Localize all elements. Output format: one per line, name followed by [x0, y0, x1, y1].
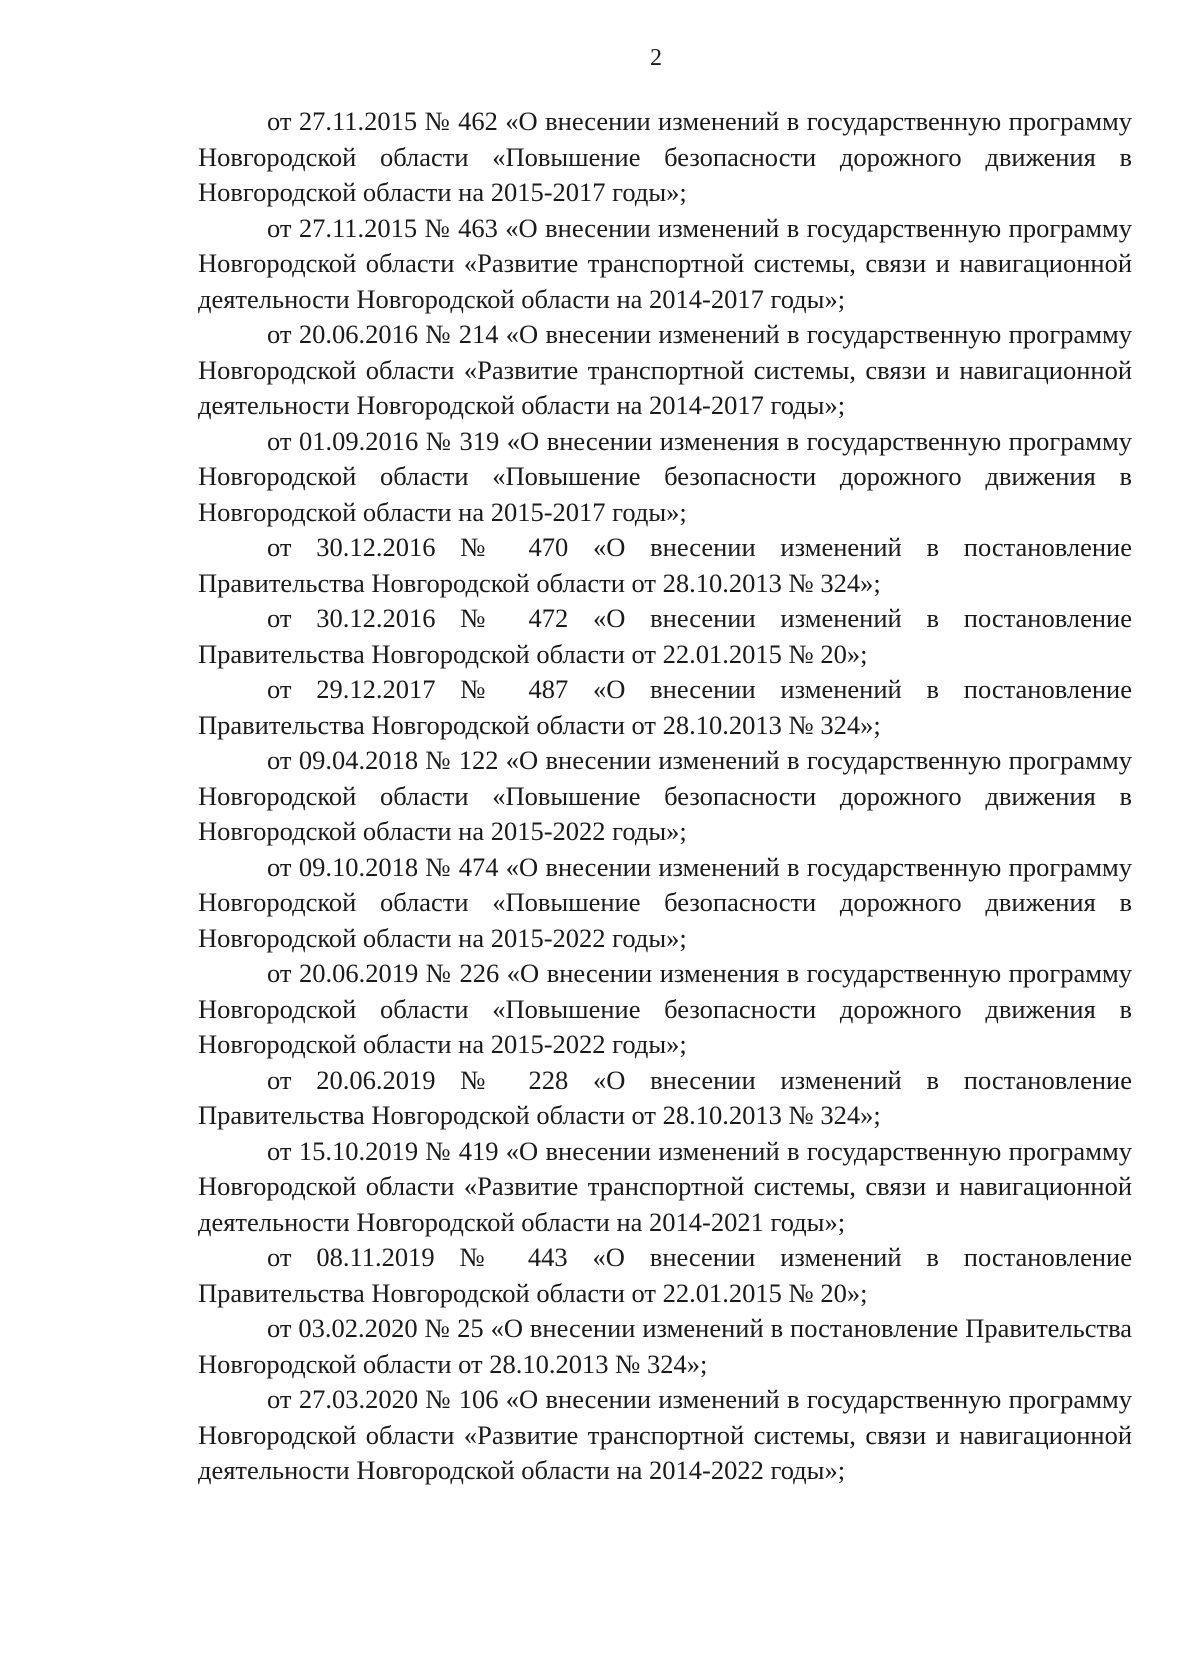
paragraph: от 20.06.2016 № 214 «О внесении изменений в государственную программу Новгородской области «Развитие транспортной системы, связи и навигационной деятельности Новгородской области на 2014-2017 годы»;	[198, 319, 1132, 420]
paragraph: от 30.12.2016 № 472 «О внесении изменений в постановление Правительства Новгородской области от 22.01.2015 № 20»;	[198, 603, 1132, 669]
paragraph: от 27.11.2015 № 463 «О внесении изменений в государственную программу Новгородской области «Развитие транспортной системы, связи и навигационной деятельности Новгородской области на 2014-2017 годы»;	[198, 212, 1132, 314]
paragraph: от 15.10.2019 № 419 «О внесении изменений в государственную программу Новгородской области «Развитие транспортной системы, связи и навигационной деятельности Новгородской области на 2014-2021 годы»;	[198, 1135, 1132, 1237]
paragraph: от 20.06.2019 № 226 «О внесении изменения в государственную программу Новгородской области «Повышение безопасности дорожного движения в Новгородской области на 2015-2022 годы»;	[198, 958, 1132, 1059]
paragraph: от 30.12.2016 № 470 «О внесении изменений в постановление Правительства Новгородской области от 28.10.2013 № 324»;	[198, 532, 1132, 598]
paragraph: от 29.12.2017 № 487 «О внесении изменений в постановление Правительства Новгородской области от 28.10.2013 № 324»;	[198, 674, 1132, 740]
paragraph: от 09.04.2018 № 122 «О внесении изменений в государственную программу Новгородской области «Повышение безопасности дорожного движения в Новгородской области на 2015-2022 годы»;	[198, 745, 1132, 846]
paragraph: от 27.11.2015 № 462 «О внесении изменений в государственную программу Новгородской области «Повышение безопасности дорожного движения в Новгородской области на 2015-2017 годы»;	[198, 106, 1132, 207]
paragraph: от 27.03.2020 № 106 «О внесении изменений в государственную программу Новгородской области «Развитие транспортной системы, связи и навигационной деятельности Новгородской области на 2014-2022 годы»;	[198, 1384, 1132, 1485]
paragraph: от 09.10.2018 № 474 «О внесении изменений в государственную программу Новгородской области «Повышение безопасности дорожного движения в Новгородской области на 2015-2022 годы»;	[198, 851, 1132, 953]
paragraph: от 20.06.2019 № 228 «О внесении изменений в постановление Правительства Новгородской области от 28.10.2013 № 324»;	[198, 1064, 1132, 1130]
document-body	[198, 104, 1132, 1489]
paragraph: от 03.02.2020 № 25 «О внесении изменений в постановление Правительства Новгородской области от 28.10.2013 № 324»;	[198, 1313, 1132, 1379]
paragraph: от 08.11.2019 № 443 «О внесении изменений в постановление Правительства Новгородской области от 22.01.2015 № 20»;	[198, 1242, 1132, 1308]
paragraph: от 01.09.2016 № 319 «О внесении изменения в государственную программу Новгородской области «Повышение безопасности дорожного движения в Новгородской области на 2015-2017 годы»;	[198, 425, 1132, 527]
page-number: 2	[650, 45, 662, 71]
